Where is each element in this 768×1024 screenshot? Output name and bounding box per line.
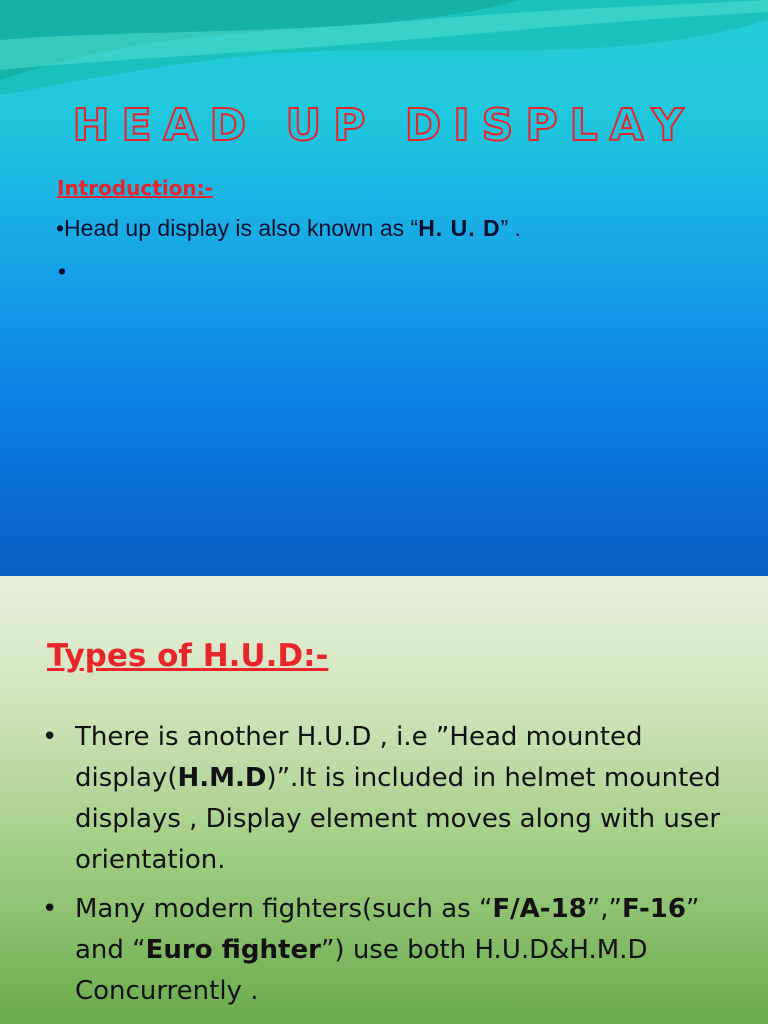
intro-bullet — [56, 215, 521, 242]
decorative-waves — [0, 0, 768, 110]
text-part: ”) use both H.U.D&H.M.D Concurrently . — [75, 935, 648, 1006]
list-item-text — [75, 889, 725, 1012]
slide-title: HEAD UP DISPLAY — [72, 100, 696, 151]
empty-bullet: • — [58, 258, 67, 284]
text-bold: F/A-18 — [492, 894, 587, 924]
text-part: Many modern fighters(such as “ — [75, 894, 493, 924]
text-part: There is another H.U.D , i.e ”Head mounted display( — [75, 722, 643, 793]
intro-bullet-suffix: ” . — [500, 215, 522, 241]
intro-heading: Introduction:- — [57, 176, 213, 200]
intro-bullet-text: •Head up display is also known as “ — [56, 215, 419, 241]
text-bold: H.M.D — [177, 763, 267, 793]
bullet-dot: • — [42, 722, 58, 752]
text-bold: Euro fighter — [145, 935, 321, 965]
text-part: ”,” — [586, 894, 622, 924]
text-bold: F-16 — [622, 894, 686, 924]
slide-2 — [0, 576, 768, 1024]
list-item-text — [75, 717, 725, 881]
text-part: ” and “ — [75, 894, 700, 965]
bullet-dot: • — [42, 894, 58, 924]
types-heading: Types of H.U.D:- — [47, 638, 329, 674]
intro-bullet-bold: H. U. D — [418, 215, 501, 241]
text-part: )”.It is included in helmet mounted displays , Display element moves along with user orientation. — [75, 763, 721, 875]
